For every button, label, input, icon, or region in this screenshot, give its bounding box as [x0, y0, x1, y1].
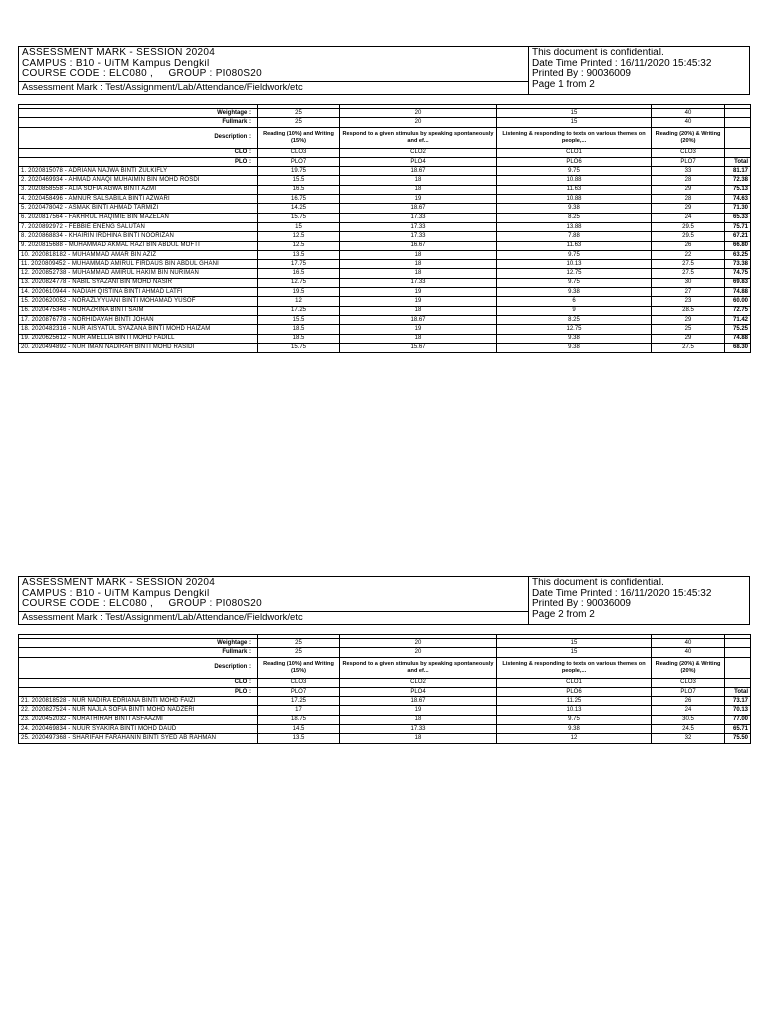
mark-cell: 12.75 [497, 325, 652, 334]
blank-cell [725, 127, 751, 148]
mark-cell: 9.38 [497, 204, 652, 213]
table-row [19, 167, 751, 176]
total-header: Total [725, 687, 751, 696]
mark-cell: 28 [652, 195, 725, 204]
mark-cell: 15.67 [340, 343, 497, 352]
mark-cell: 18 [340, 306, 497, 315]
mark-cell: 29.5 [652, 232, 725, 241]
description-cell: Listening & responding to texts on various themes on people,... [497, 657, 652, 678]
mark-cell: 18 [340, 185, 497, 194]
total-cell: 74.75 [725, 269, 751, 278]
mark-cell: 12.75 [497, 269, 652, 278]
plo-cell: PLO7 [652, 687, 725, 696]
mark-cell: 22 [652, 250, 725, 259]
mark-cell: 18.5 [258, 334, 340, 343]
mark-cell: 16.5 [258, 269, 340, 278]
header-right [529, 577, 750, 625]
mark-cell: 25 [652, 325, 725, 334]
mark-cell: 10.13 [497, 260, 652, 269]
plo-row [19, 687, 751, 696]
mark-cell: 12.75 [258, 278, 340, 287]
weightage-cell: 25 [258, 109, 340, 118]
clo-cell: CLO1 [497, 148, 652, 157]
total-cell: 75.25 [725, 325, 751, 334]
confidential-note: This document is confidential. [532, 578, 664, 588]
mark-cell: 11.63 [497, 241, 652, 250]
table-row [19, 715, 751, 724]
mark-cell: 19.5 [258, 288, 340, 297]
total-cell: 66.80 [725, 241, 751, 250]
blank-cell [725, 678, 751, 687]
mark-cell: 17.25 [258, 697, 340, 706]
weightage-cell: 40 [652, 639, 725, 648]
student-name: 18. 2020482316 - NUR AISYATUL SYAZANA BINTI MOHD HAIZAM [19, 325, 258, 334]
printed-time: Date Time Printed : 16/11/2020 15:45:32 [532, 58, 712, 69]
mark-cell: 29 [652, 185, 725, 194]
total-cell: 81.17 [725, 167, 751, 176]
fullmark-label: Fullmark : [19, 118, 258, 127]
printed-by: Printed By : 90036009 [532, 69, 631, 79]
mark-cell: 13.5 [258, 734, 340, 743]
mark-cell: 9.38 [497, 725, 652, 734]
student-name: 7. 2020892972 - FEBBIE ENENG SALUTAN [19, 222, 258, 231]
total-cell: 63.25 [725, 250, 751, 259]
mark-cell: 16.5 [258, 185, 340, 194]
blank-cell [725, 639, 751, 648]
total-cell: 74.88 [725, 334, 751, 343]
mark-cell: 9.38 [497, 343, 652, 352]
mark-cell: 18.67 [340, 204, 497, 213]
clo-row [19, 148, 751, 157]
mark-cell: 24 [652, 213, 725, 222]
campus-line: CAMPUS : B10 - UiTM Kampus Dengkil [22, 588, 210, 599]
description-label: Description : [19, 127, 258, 148]
mark-cell: 13.5 [258, 250, 340, 259]
mark-cell: 8.25 [497, 315, 652, 324]
table-row [19, 250, 751, 259]
total-cell: 71.42 [725, 315, 751, 324]
student-name: 23. 2020452032 - NURATHIRAH BINTI ASFAAZMI [19, 715, 258, 724]
table-row [19, 241, 751, 250]
mark-cell: 23 [652, 297, 725, 306]
plo-row [19, 157, 751, 166]
total-cell: 72.38 [725, 176, 751, 185]
clo-cell: CLO3 [652, 678, 725, 687]
student-name: 1. 2020815078 - ADRIANA NAJWA BINTI ZULKIFLY [19, 167, 258, 176]
student-name: 3. 2020858558 - ALIA SOFIA AGWA BINTI AZMI [19, 185, 258, 194]
total-cell: 69.83 [725, 278, 751, 287]
student-name: 21. 2020818528 - NUR NADIRA EDRIANA BINTI MOHD FAIZI [19, 697, 258, 706]
weightage-row [19, 639, 751, 648]
weightage-cell: 20 [340, 639, 497, 648]
weightage-cell: 40 [652, 109, 725, 118]
mark-cell: 18.67 [340, 167, 497, 176]
weightage-row [19, 109, 751, 118]
mark-cell: 28 [652, 176, 725, 185]
course-line: COURSE CODE : ELC080 , GROUP : PI080S20 [22, 69, 263, 79]
student-name: 11. 2020809452 - MUHAMMAD AMIRUL FIRDAUS BIN ABDUL GHANI [19, 260, 258, 269]
page-header [18, 46, 750, 95]
table-row [19, 195, 751, 204]
mark-cell: 15.75 [258, 213, 340, 222]
session-title: ASSESSMENT MARK - SESSION 20204 [22, 578, 216, 588]
clo-cell: CLO3 [652, 148, 725, 157]
weightage-cell: 15 [497, 109, 652, 118]
clo-cell: CLO1 [497, 678, 652, 687]
mark-cell: 18.75 [258, 715, 340, 724]
student-name: 2. 2020469934 - AHMAD ANAQI MUHAIMIN BIN MOHD ROSDI [19, 176, 258, 185]
confidential-note: This document is confidential. [532, 48, 664, 58]
student-name: 12. 2020852738 - MUHAMMAD AMIRUL HAKIM BIN NURIMAN [19, 269, 258, 278]
mark-cell: 13.88 [497, 222, 652, 231]
mark-cell: 28.5 [652, 306, 725, 315]
mark-cell: 12.5 [258, 241, 340, 250]
total-cell: 73.17 [725, 697, 751, 706]
total-cell: 65.33 [725, 213, 751, 222]
clo-label: CLO : [19, 148, 258, 157]
mark-cell: 9 [497, 306, 652, 315]
marks-table-body [19, 635, 751, 744]
total-cell: 75.50 [725, 734, 751, 743]
fullmark-cell: 40 [652, 648, 725, 657]
student-name: 22. 2020827524 - NUR NAJLA SOFIA BINTI MOHD NADZERI [19, 706, 258, 715]
plo-cell: PLO6 [497, 687, 652, 696]
description-cell: Reading (10%) and Writing (15%) [258, 657, 340, 678]
mark-cell: 16.67 [340, 241, 497, 250]
plo-cell: PLO7 [258, 157, 340, 166]
mark-cell: 19 [340, 195, 497, 204]
page-number: Page 2 from 2 [532, 609, 595, 620]
mark-cell: 18 [340, 250, 497, 259]
total-cell: 60.00 [725, 297, 751, 306]
student-name: 17. 2020876778 - NORHIDAYAH BINTI JOHAN [19, 315, 258, 324]
mark-cell: 29 [652, 315, 725, 324]
plo-cell: PLO7 [652, 157, 725, 166]
total-cell: 77.00 [725, 715, 751, 724]
mark-cell: 19 [340, 288, 497, 297]
mark-cell: 19.75 [258, 167, 340, 176]
description-row [19, 657, 751, 678]
weightage-label: Weightage : [19, 639, 258, 648]
description-cell: Respond to a given stimulus by speaking spontaneously and ef... [340, 127, 497, 148]
mark-cell: 27.5 [652, 269, 725, 278]
table-row [19, 222, 751, 231]
description-cell: Respond to a given stimulus by speaking spontaneously and ef... [340, 657, 497, 678]
mark-cell: 9.75 [497, 715, 652, 724]
table-row [19, 176, 751, 185]
total-cell: 73.38 [725, 260, 751, 269]
mark-cell: 18.67 [340, 315, 497, 324]
report-page-2 [18, 576, 750, 744]
fullmark-cell: 25 [258, 648, 340, 657]
mark-cell: 12 [258, 297, 340, 306]
table-row [19, 232, 751, 241]
mark-cell: 18 [340, 176, 497, 185]
marks-table-body [19, 105, 751, 353]
student-name: 9. 2020815688 - MUHAMMAD AKMAL RAZI BIN ABDUL MOFTI [19, 241, 258, 250]
mark-cell: 12.5 [258, 232, 340, 241]
mark-cell: 26 [652, 241, 725, 250]
description-cell: Reading (20%) & Writing (20%) [652, 657, 725, 678]
mark-cell: 33 [652, 167, 725, 176]
student-name: 15. 2020620052 - NORAZLYYUANI BINTI MOHAMAD YUSOF [19, 297, 258, 306]
total-cell: 75.71 [725, 222, 751, 231]
table-row [19, 315, 751, 324]
table-row [19, 725, 751, 734]
table-row [19, 706, 751, 715]
mark-cell: 9.75 [497, 250, 652, 259]
student-name: 13. 2020824778 - NABIL SYAZANI BIN MOHD NASIR [19, 278, 258, 287]
mark-cell: 9.75 [497, 167, 652, 176]
mark-cell: 27 [652, 288, 725, 297]
plo-cell: PLO7 [258, 687, 340, 696]
mark-cell: 30 [652, 278, 725, 287]
table-row [19, 325, 751, 334]
printed-time: Date Time Printed : 16/11/2020 15:45:32 [532, 588, 712, 599]
table-row [19, 343, 751, 352]
total-cell: 71.30 [725, 204, 751, 213]
total-cell: 72.75 [725, 306, 751, 315]
description-cell: Reading (20%) & Writing (20%) [652, 127, 725, 148]
student-name: 5. 2020478042 - ASMAK BINTI AHMAD TARMIZI [19, 204, 258, 213]
total-header: Total [725, 157, 751, 166]
plo-cell: PLO6 [497, 157, 652, 166]
mark-cell: 18 [340, 715, 497, 724]
header-left [19, 577, 529, 612]
mark-cell: 15.75 [258, 343, 340, 352]
mark-cell: 17.33 [340, 222, 497, 231]
blank-cell [725, 148, 751, 157]
mark-cell: 32 [652, 734, 725, 743]
report-page-1 [18, 46, 750, 353]
description-cell: Reading (10%) and Writing (15%) [258, 127, 340, 148]
total-cell: 65.71 [725, 725, 751, 734]
table-row [19, 185, 751, 194]
mark-cell: 26 [652, 697, 725, 706]
clo-label: CLO : [19, 678, 258, 687]
mark-cell: 9.75 [497, 278, 652, 287]
mark-cell: 17 [258, 706, 340, 715]
table-row [19, 278, 751, 287]
fullmark-cell: 20 [340, 648, 497, 657]
table-row [19, 306, 751, 315]
session-title: ASSESSMENT MARK - SESSION 20204 [22, 48, 216, 58]
student-name: 19. 2020625612 - NUR AMELLIA BINTI MOHD FADILL [19, 334, 258, 343]
fullmark-cell: 15 [497, 118, 652, 127]
mark-cell: 8.25 [497, 213, 652, 222]
weightage-cell: 20 [340, 109, 497, 118]
total-cell: 74.63 [725, 195, 751, 204]
table-row [19, 260, 751, 269]
description-cell: Listening & responding to texts on various themes on people,... [497, 127, 652, 148]
blank-cell [725, 657, 751, 678]
mark-cell: 11.25 [497, 697, 652, 706]
mark-cell: 10.88 [497, 195, 652, 204]
weightage-cell: 15 [497, 639, 652, 648]
page-header [18, 576, 750, 625]
mark-cell: 15.5 [258, 315, 340, 324]
mark-cell: 27.5 [652, 343, 725, 352]
student-name: 16. 2020475346 - NORAZRINA BINTI SAIM [19, 306, 258, 315]
table-row [19, 213, 751, 222]
mark-cell: 19 [340, 706, 497, 715]
mark-cell: 29.5 [652, 222, 725, 231]
mark-cell: 17.75 [258, 260, 340, 269]
table-row [19, 288, 751, 297]
mark-cell: 9.38 [497, 288, 652, 297]
total-cell: 75.13 [725, 185, 751, 194]
student-name: 14. 2020610944 - NADIAH QISTINA BINTI AHMAD LATFI [19, 288, 258, 297]
marks-table [18, 104, 751, 353]
mark-cell: 29 [652, 204, 725, 213]
table-row [19, 269, 751, 278]
mark-cell: 17.33 [340, 725, 497, 734]
mark-cell: 17.33 [340, 232, 497, 241]
printed-by: Printed By : 90036009 [532, 599, 631, 609]
blank-cell [725, 109, 751, 118]
fullmark-cell: 15 [497, 648, 652, 657]
mark-cell: 14.5 [258, 725, 340, 734]
mark-cell: 9.38 [497, 334, 652, 343]
student-name: 25. 2020497368 - SHARIFAH FARAHANIN BINTI SYED AB RAHMAN [19, 734, 258, 743]
mark-cell: 17.33 [340, 213, 497, 222]
header-left [19, 47, 529, 82]
mark-cell: 12 [497, 734, 652, 743]
course-line: COURSE CODE : ELC080 , GROUP : PI080S20 [22, 599, 263, 609]
fullmark-cell: 20 [340, 118, 497, 127]
plo-cell: PLO4 [340, 157, 497, 166]
weightage-cell: 25 [258, 639, 340, 648]
total-cell: 67.21 [725, 232, 751, 241]
mark-cell: 24.5 [652, 725, 725, 734]
blank-cell [725, 118, 751, 127]
student-name: 24. 2020469834 - NUUR SYAKIRA BINTI MOHD DAUD [19, 725, 258, 734]
plo-cell: PLO4 [340, 687, 497, 696]
clo-cell: CLO2 [340, 148, 497, 157]
table-row [19, 334, 751, 343]
mark-cell: 17.25 [258, 306, 340, 315]
weightage-label: Weightage : [19, 109, 258, 118]
mark-cell: 10.88 [497, 176, 652, 185]
mark-cell: 16.75 [258, 195, 340, 204]
mark-cell: 24 [652, 706, 725, 715]
student-name: 6. 2020817564 - FAKHRUL HAQIMIE BIN MAZELAN [19, 213, 258, 222]
mark-cell: 19 [340, 325, 497, 334]
table-row [19, 204, 751, 213]
fullmark-row [19, 648, 751, 657]
total-cell: 68.30 [725, 343, 751, 352]
mark-cell: 18 [340, 269, 497, 278]
table-row [19, 697, 751, 706]
plo-label: PLO : [19, 157, 258, 166]
total-cell: 74.88 [725, 288, 751, 297]
blank-cell [725, 648, 751, 657]
mark-cell: 18 [340, 734, 497, 743]
fullmark-label: Fullmark : [19, 648, 258, 657]
mark-cell: 27.5 [652, 260, 725, 269]
mark-cell: 17.33 [340, 278, 497, 287]
description-row [19, 127, 751, 148]
student-name: 10. 2020818182 - MUHAMMAD AMAR BIN AZIZ [19, 250, 258, 259]
clo-row [19, 678, 751, 687]
table-row [19, 297, 751, 306]
student-name: 4. 2020458496 - AMNUR SALSABILA BINTI AZWARI [19, 195, 258, 204]
mark-cell: 18.67 [340, 697, 497, 706]
mark-cell: 18 [340, 260, 497, 269]
description-label: Description : [19, 657, 258, 678]
table-row [19, 734, 751, 743]
mark-cell: 10.13 [497, 706, 652, 715]
mark-cell: 14.25 [258, 204, 340, 213]
student-name: 8. 2020868834 - KHAIRIN IRDHINA BINTI NOORIZAN [19, 232, 258, 241]
mark-cell: 19 [340, 297, 497, 306]
mark-cell: 15 [258, 222, 340, 231]
mark-cell: 18.5 [258, 325, 340, 334]
mark-cell: 15.5 [258, 176, 340, 185]
fullmark-row [19, 118, 751, 127]
page-number: Page 1 from 2 [532, 79, 595, 90]
assessment-type: Assessment Mark : Test/Assignment/Lab/Attendance/Fieldwork/etc [19, 81, 529, 95]
header-right [529, 47, 750, 95]
campus-line: CAMPUS : B10 - UiTM Kampus Dengkil [22, 58, 210, 69]
marks-table [18, 634, 751, 744]
student-name: 20. 2020494892 - NUR IMAN NADIRAH BINTI MOHD RASIDI [19, 343, 258, 352]
mark-cell: 29 [652, 334, 725, 343]
clo-cell: CLO3 [258, 148, 340, 157]
clo-cell: CLO3 [258, 678, 340, 687]
mark-cell: 7.88 [497, 232, 652, 241]
clo-cell: CLO2 [340, 678, 497, 687]
fullmark-cell: 25 [258, 118, 340, 127]
mark-cell: 18 [340, 334, 497, 343]
fullmark-cell: 40 [652, 118, 725, 127]
mark-cell: 6 [497, 297, 652, 306]
total-cell: 70.13 [725, 706, 751, 715]
assessment-type: Assessment Mark : Test/Assignment/Lab/Attendance/Fieldwork/etc [19, 611, 529, 625]
plo-label: PLO : [19, 687, 258, 696]
mark-cell: 30.5 [652, 715, 725, 724]
mark-cell: 11.63 [497, 185, 652, 194]
